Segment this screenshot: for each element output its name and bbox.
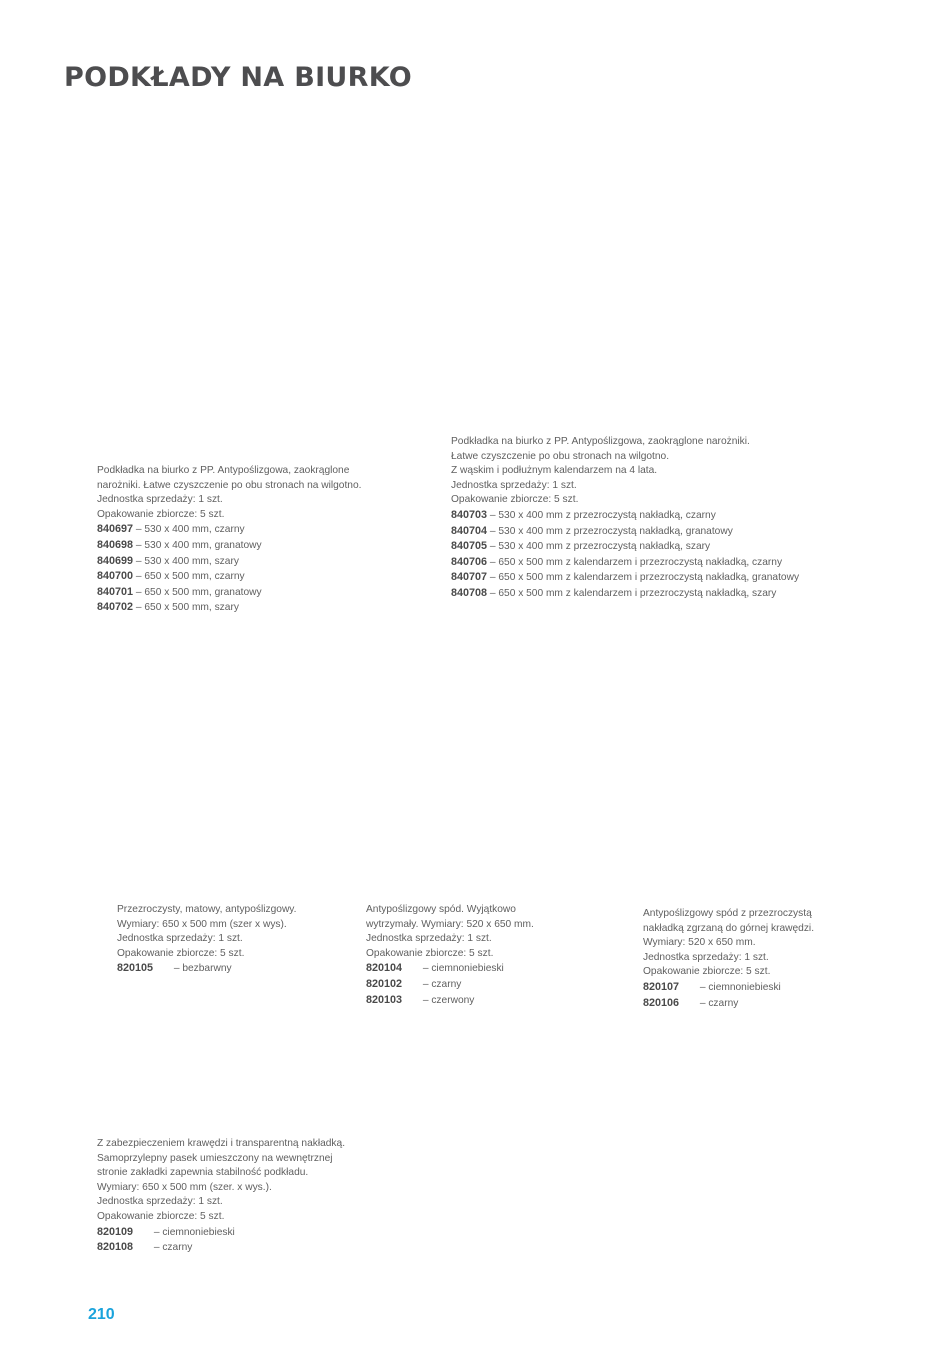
description-line: Jednostka sprzedaży: 1 szt. [117,933,243,945]
description-line: Opakowanie zbiorcze: 5 szt. [117,947,245,959]
product-code: 840700 [97,570,134,583]
code-description: – czarny [422,978,462,990]
description-line: Antypoślizgowy spód z przezroczystą [643,908,812,919]
description-line: Jednostka sprzedaży: 1 szt. [643,951,769,963]
code-description: – 530 x 400 mm, czarny [135,524,245,536]
code-item [366,977,534,993]
code-item [117,961,296,977]
code-description: – 650 x 500 mm, granatowy [135,586,262,598]
code-item [97,538,361,554]
product-code: 840704 [451,524,488,537]
description-line: Opakowanie zbiorcze: 5 szt. [643,966,771,978]
code-description: – ciemnoniebieski [422,963,504,975]
product-code: 820107 [643,980,680,993]
product-code: 840706 [451,555,488,568]
code-description: – 530 x 400 mm, szary [135,555,239,567]
description-line: Wymiary: 650 x 500 mm (szer. x wys.). [97,1181,272,1193]
description-line: Jednostka sprzedaży: 1 szt. [451,479,577,491]
product-code: 840702 [97,601,134,614]
code-description: – 530 x 400 mm z przezroczystą nakładką, granatowy [489,525,733,537]
description-line: Opakowanie zbiorcze: 5 szt. [451,494,579,506]
description-line: Podkładka na biurko z PP. Antypoślizgowa, zaokrąglone narożniki. [451,436,750,447]
code-description: – 530 x 400 mm z przezroczystą nakładką, czarny [489,509,716,521]
product-code: 840699 [97,554,134,567]
description-line: Z wąskim i podłużnym kalendarzem na 4 lata. [451,465,658,477]
code-item [451,570,799,586]
description-line: wytrzymały. Wymiary: 520 x 650 mm. [366,918,534,930]
page-number: 210 [88,1306,115,1323]
description-line: Opakowanie zbiorcze: 5 szt. [97,508,225,520]
product-block-820104 [366,903,534,1008]
product-code: 820108 [97,1241,134,1254]
code-list [97,522,361,616]
description-line: Samoprzylepny pasek umieszczony na wewnętrznej [97,1152,333,1164]
code-item [451,555,799,571]
product-code: 820102 [366,977,403,990]
code-item [97,1225,345,1241]
code-item [97,600,361,616]
code-item [97,1240,345,1256]
code-description: – czerwony [422,994,475,1006]
description-line: Jednostka sprzedaży: 1 szt. [366,933,492,945]
code-description: – 530 x 400 mm, granatowy [135,539,262,551]
code-list [366,961,534,1008]
code-description: – ciemnoniebieski [699,981,781,993]
code-description: – 650 x 500 mm, szary [135,602,239,614]
product-code: 840708 [451,586,488,599]
product-block-820109 [97,1137,345,1256]
code-description: – czarny [153,1242,193,1254]
description-line: Wymiary: 650 x 500 mm (szer x wys). [117,918,287,930]
code-item [451,508,799,524]
description-line: stronie zakładki zapewnia stabilność podkładu. [97,1167,309,1179]
product-code: 840703 [451,508,488,521]
description-line: Przezroczysty, matowy, antypoślizgowy. [117,904,297,915]
code-item [97,585,361,601]
description-line: nakładką zgrzaną do górnej krawędzi. [643,922,815,934]
code-item [451,524,799,540]
code-item [451,539,799,555]
code-description: – czarny [699,997,739,1009]
product-block-820107 [643,907,814,1011]
description-line: Jednostka sprzedaży: 1 szt. [97,1196,223,1208]
code-description: – 650 x 500 mm z kalendarzem i przezroczystą nakładką, szary [489,587,777,599]
code-list [97,1225,345,1256]
product-code: 820105 [117,962,154,975]
product-code: 840698 [97,538,134,551]
code-list [451,508,799,602]
code-item [366,993,534,1009]
product-code: 820104 [366,962,403,975]
description-line: narożniki. Łatwe czyszczenie po obu stronach na wilgotno. [97,479,362,491]
description-line: Wymiary: 520 x 650 mm. [643,937,756,949]
description-line: Opakowanie zbiorcze: 5 szt. [366,947,494,959]
product-code: 840701 [97,585,134,598]
product-code: 820109 [97,1225,134,1238]
description-line: Podkładka na biurko z PP. Antypoślizgowa, zaokrąglone [97,465,350,476]
code-description: – 650 x 500 mm, czarny [135,571,245,583]
code-description: – 650 x 500 mm z kalendarzem i przezroczystą nakładką, czarny [489,556,783,568]
product-code: 840697 [97,523,134,536]
code-list [117,961,296,977]
code-item [643,996,814,1012]
page-title: PODKŁADY NA BIURKO [64,62,413,93]
product-code: 820103 [366,993,403,1006]
description-line: Jednostka sprzedaży: 1 szt. [97,494,223,506]
code-item [97,554,361,570]
code-description: – 530 x 400 mm z przezroczystą nakładką, szary [489,541,711,553]
product-block-840703 [451,435,799,602]
code-description: – 650 x 500 mm z kalendarzem i przezroczystą nakładką, granatowy [489,572,800,584]
description-line: Antypoślizgowy spód. Wyjątkowo [366,904,516,915]
product-code: 840707 [451,571,488,584]
description-line: Z zabezpieczeniem krawędzi i transparentną nakładką. [97,1138,346,1149]
code-item [366,961,534,977]
code-description: – bezbarwny [173,963,232,975]
product-code: 840705 [451,540,488,553]
code-item [97,522,361,538]
product-block-820105 [117,903,296,977]
code-item [643,980,814,996]
code-list [643,980,814,1011]
code-item [451,586,799,602]
product-code: 820106 [643,996,680,1009]
description-line: Opakowanie zbiorcze: 5 szt. [97,1210,225,1222]
product-block-840697 [97,464,361,616]
code-description: – ciemnoniebieski [153,1226,235,1238]
description-line: Łatwe czyszczenie po obu stronach na wilgotno. [451,450,670,462]
code-item [97,569,361,585]
